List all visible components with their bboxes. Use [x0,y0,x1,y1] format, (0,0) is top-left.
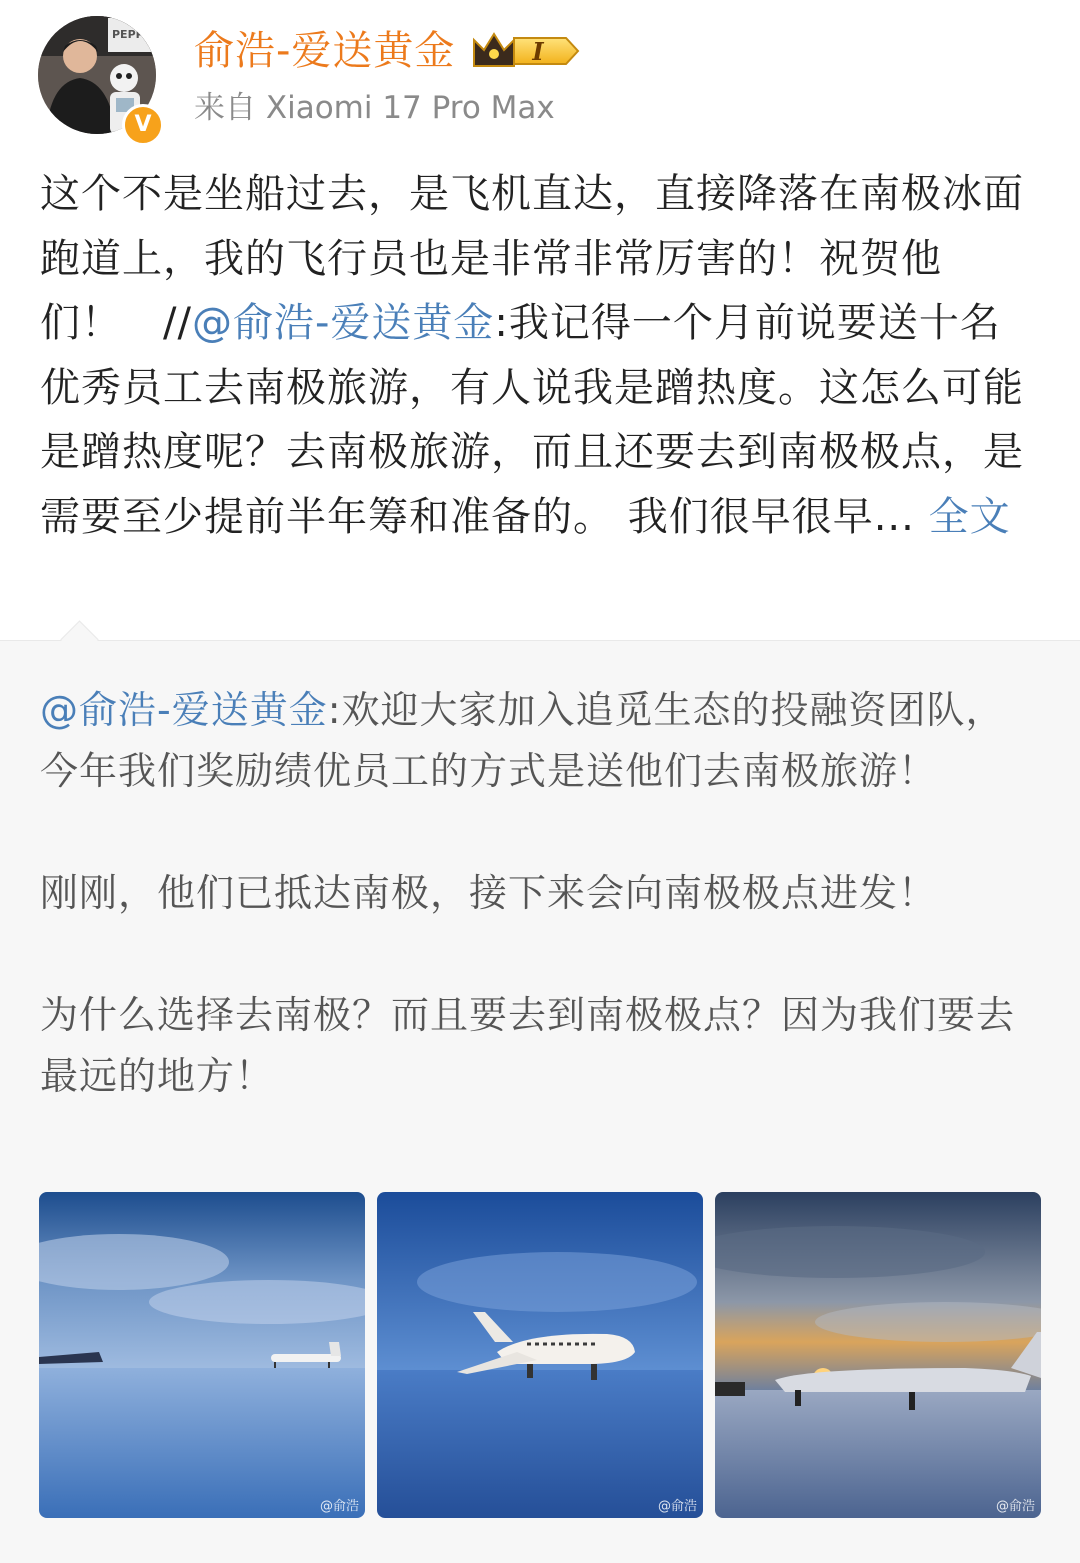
weibo-post [0,0,1080,640]
post-text-part2: :我记得一个月前说要送十名优秀员工去南极旅游，有人说我是蹭热度。这怎么可能是蹭热度呢？去南极旅游，而且还要去到南极极点，是需要至少提前半年筹和准备的。 我们很早很早... [40,300,1024,540]
svg-text:PEPP: PEPP [112,28,144,41]
verified-badge-icon: V [122,104,164,146]
avatar[interactable] [38,16,156,137]
quote-paragraph-2: 刚刚，他们已抵达南极，接下来会向南极极点进发！ [40,871,938,915]
quoted-post-body [40,680,1040,1107]
photo-thumbnail[interactable] [377,1192,703,1518]
mention-link[interactable]: @俞浩-爱送黄金 [191,300,495,346]
photo-watermark: @俞浩 [995,1499,1035,1514]
quote-paragraph-1 [40,680,1040,802]
post-source: 来自 Xiaomi 17 Pro Max [194,90,555,126]
photo-watermark: @俞浩 [319,1499,359,1514]
quote-mention-link[interactable]: @俞浩-爱送黄金 [40,688,328,732]
user-name[interactable]: 俞浩-爱送黄金 [194,28,456,74]
photo-thumbnail[interactable] [39,1192,365,1518]
quote-text-1: :欢迎大家加入追觅生态的投融资团队，今年我们奖励绩优员工的方式是送他们去南极旅游！ [40,688,1005,793]
photo-watermark: @俞浩 [657,1499,697,1514]
crown-level-badge-icon[interactable] [470,30,580,72]
badge-level-text: I [532,37,544,66]
full-text-link[interactable]: 全文 [928,493,1011,540]
photo-thumbnail[interactable] [715,1192,1041,1518]
post-text-part1: 这个不是坐船过去，是飞机直达，直接降落在南极冰面跑道上，我的飞行员也是非常非常厉害的！祝贺他们！ // [40,171,1024,346]
post-body [40,162,1040,549]
quote-paragraph-3: 为什么选择去南极？而且要去到南极极点？因为我们要去最远的地方！ [40,993,1016,1098]
